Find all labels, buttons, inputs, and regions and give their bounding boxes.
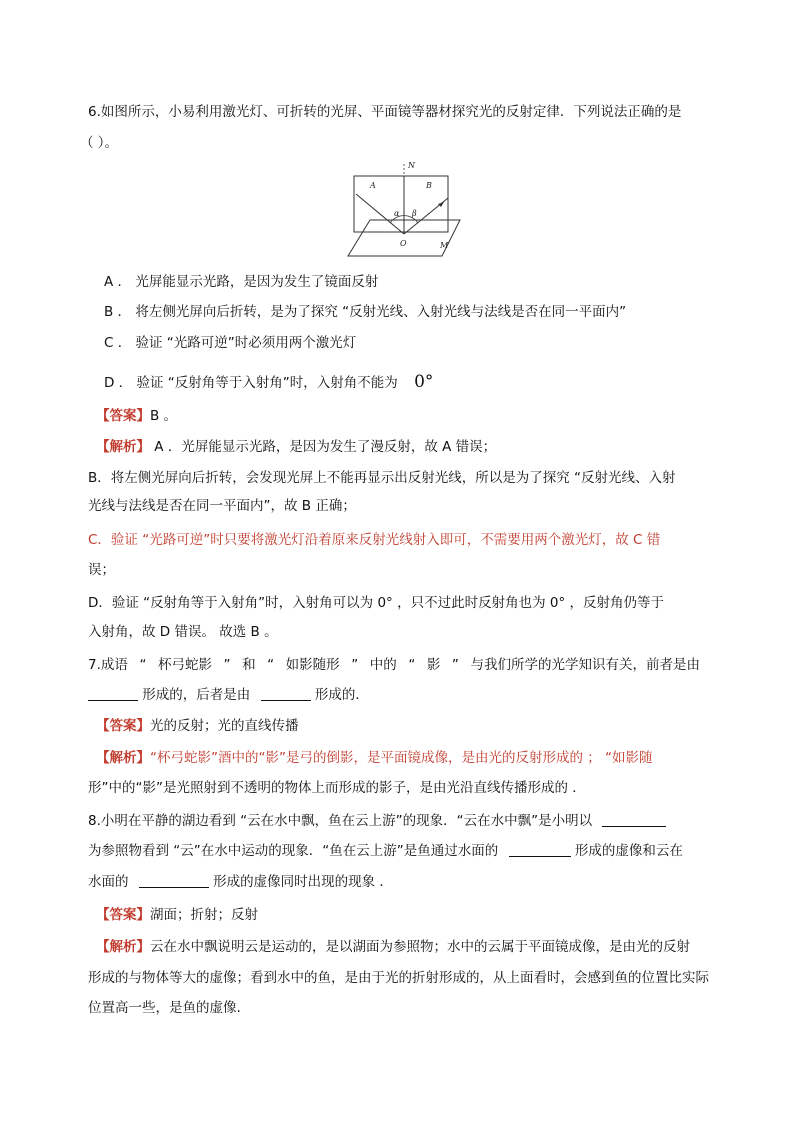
q8-stem-line1: 8.小明在平静的湖边看到 “云在水中飘，鱼在云上游”的现象．“云在水中飘”是小明以	[88, 811, 666, 831]
answer-text: 湖面；折射；反射	[150, 907, 258, 923]
answer-text: 光的反射；光的直线传播	[150, 718, 299, 734]
q6-stem-line1: 6.如图所示，小易利用激光灯、可折转的光屏、平面镜等器材探究光的反射定律．下列说法正确的是	[88, 104, 682, 120]
q7-analysis-line1	[96, 748, 653, 768]
fill-blank[interactable]	[88, 686, 138, 701]
answer-tag: 【答案】	[96, 408, 150, 424]
q8-answer	[96, 905, 258, 925]
q6-option-d-text: D ． 验证 “反射角等于入射角”时，入射角不能为	[104, 375, 398, 391]
fill-blank[interactable]	[261, 686, 311, 701]
reflection-experiment-figure	[330, 158, 470, 268]
fill-blank[interactable]	[139, 873, 209, 888]
answer-text: B 。	[150, 408, 178, 424]
label-alpha: α	[394, 209, 400, 218]
q8-stem-line2: 为参照物看到 “云”在水中运动的现象．“鱼在云上游”是鱼通过水面的 形成的虚像和云在	[88, 843, 683, 859]
analysis-text: “杯弓蛇影”酒中的“影”是弓的倒影，是平面镜成像，是由光的反射形成的 ； “如影随	[150, 750, 653, 766]
label-o: O	[400, 239, 407, 248]
q8-analysis-line2: 形成的与物体等大的虚像；看到水中的鱼，是由于光的折射形成的，从上面看时，会感到鱼的位置比实际	[88, 970, 709, 986]
analysis-tag: 【解析】	[96, 750, 150, 766]
analysis-tag: 【解析】	[96, 439, 150, 455]
label-n: N	[408, 161, 415, 170]
q6-stem-line2: （ ）。	[80, 135, 119, 151]
q6-option-c: C ． 验证 “光路可逆”时必须用两个激光灯	[104, 335, 357, 351]
q6-option-d	[104, 372, 433, 393]
analysis-tag: 【解析】	[96, 939, 150, 955]
q7-analysis-line2: 形”中的“影”是光照射到不透明的物体上而形成的影子，是由光沿直线传播形成的 ．	[88, 780, 586, 796]
q8-stem-line3: 水面的 形成的虚像同时出现的现象 ．	[88, 874, 393, 890]
q6-analysis-c-line1: C．验证 “光路可逆”时只要将激光灯沿着原来反射光线射入即可，不需要用两个激光灯，故 C 错	[88, 532, 661, 548]
q6-answer	[96, 406, 177, 426]
q6-analysis-d-line2: 入射角，故 D 错误。 故选 B 。	[88, 624, 278, 640]
label-beta: β	[412, 209, 417, 218]
q6-option-b: B ． 将左侧光屏向后折转，是为了探究 “反射光线、入射光线与法线是否在同一平面内”	[104, 304, 627, 320]
q8-analysis-line1	[96, 937, 690, 957]
q7-stem-line1: 7.成语 “ 杯弓蛇影 ” 和 “ 如影随形 ” 中的 “ 影 ” 与我们所学的光学知识有关，前者是由	[88, 657, 700, 673]
q8-analysis-line3: 位置高一些，是鱼的虚像.	[88, 1000, 241, 1016]
q6-analysis-a	[96, 437, 496, 457]
q6-analysis-d-line1: D．验证 “反射角等于入射角”时，入射角可以为 0° ，只不过此时反射角也为 0° ，反射角仍等于	[88, 595, 665, 611]
label-m: M	[440, 241, 449, 250]
analysis-text: 云在水中飘说明云是运动的，是以湖面为参照物；水中的云属于平面镜成像，是由光的反射	[150, 939, 690, 955]
label-b: B	[426, 181, 432, 190]
fill-blank[interactable]	[509, 842, 571, 857]
answer-tag: 【答案】	[96, 907, 150, 923]
fill-blank[interactable]	[602, 812, 666, 827]
q7-stem-line2: 形成的，后者是由 形成的．	[88, 685, 369, 705]
q6-analysis-b-line2: 光线与法线是否在同一平面内”，故 B 正确；	[88, 498, 356, 514]
answer-tag: 【答案】	[96, 718, 150, 734]
q6-option-d-value: 0°	[414, 372, 434, 392]
q6-analysis-c-line2: 误；	[88, 562, 115, 578]
label-a: A	[370, 181, 376, 190]
analysis-text: A ．光屏能显示光路，是因为发生了漫反射，故 A 错误；	[150, 439, 497, 455]
q6-analysis-b-line1: B．将左侧光屏向后折转，会发现光屏上不能再显示出反射光线，所以是为了探究 “反射光线、入射	[88, 470, 676, 486]
q7-answer	[96, 716, 299, 736]
q6-option-a: A ． 光屏能显示光路，是因为发生了镜面反射	[104, 274, 379, 290]
